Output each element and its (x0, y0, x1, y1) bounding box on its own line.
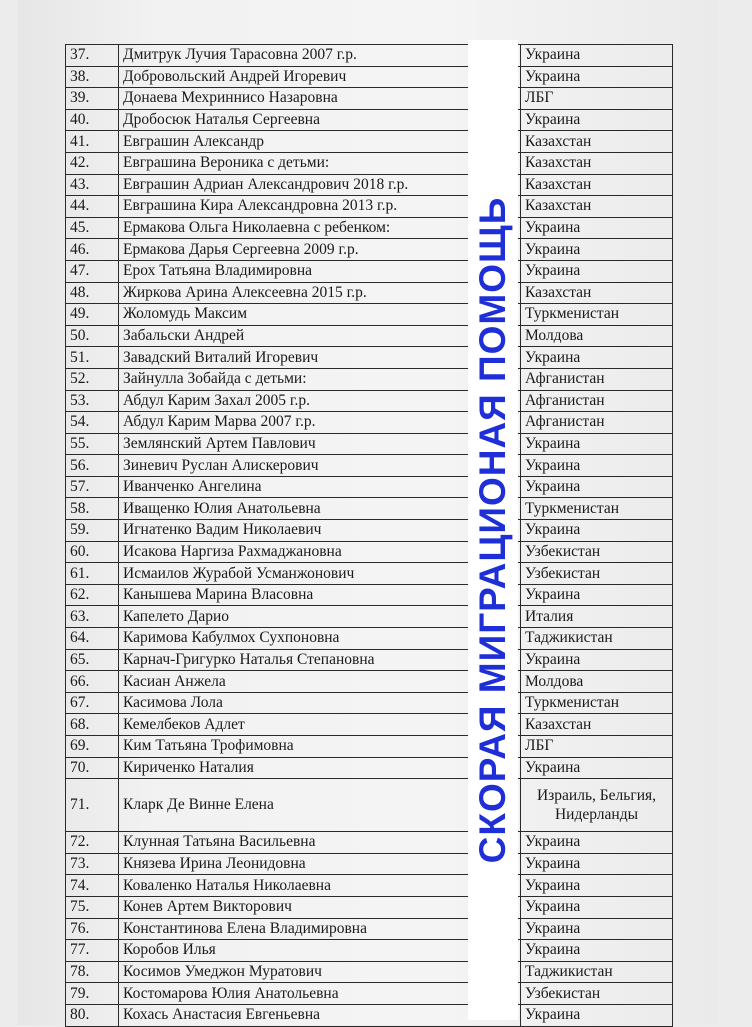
table-row (66, 563, 673, 585)
row-number: 69. (66, 736, 119, 758)
country-cell: Таджикистан (521, 961, 673, 983)
country-cell: Украина (521, 260, 673, 282)
table-row (66, 961, 673, 983)
row-number: 72. (66, 832, 119, 854)
table-row (66, 131, 673, 153)
person-name: Исмаилов Журабой Усманжонович (119, 563, 521, 585)
person-name: Касимова Лола (119, 692, 521, 714)
row-number: 70. (66, 757, 119, 779)
row-number: 77. (66, 940, 119, 962)
country-cell: Туркменистан (521, 692, 673, 714)
country-cell: Италия (521, 606, 673, 628)
country-cell: Молдова (521, 671, 673, 693)
table-row (66, 606, 673, 628)
person-name: Карнач-Григурко Наталья Степановна (119, 649, 521, 671)
row-number: 44. (66, 196, 119, 218)
table-row (66, 196, 673, 218)
table-row (66, 757, 673, 779)
row-number: 42. (66, 152, 119, 174)
row-number: 73. (66, 853, 119, 875)
row-number: 78. (66, 961, 119, 983)
country-cell: Казахстан (521, 196, 673, 218)
watermark-banner (468, 40, 518, 1020)
row-number: 66. (66, 671, 119, 693)
table-row (66, 541, 673, 563)
row-number: 59. (66, 520, 119, 542)
row-number: 49. (66, 304, 119, 326)
country-cell: Молдова (521, 325, 673, 347)
person-name: Капелето Дарио (119, 606, 521, 628)
person-name: Кларк Де Винне Елена (119, 779, 521, 832)
country-cell: Израиль, Бельгия, Нидерланды (521, 779, 673, 832)
country-cell: ЛБГ (521, 88, 673, 110)
row-number: 51. (66, 347, 119, 369)
country-cell: Таджикистан (521, 628, 673, 650)
country-cell: Украина (521, 217, 673, 239)
person-name: Ермакова Дарья Сергеевна 2009 г.р. (119, 239, 521, 261)
watermark-text: СКОРАЯ МИГРАЦИОНАЯ ПОМОЩЬ (472, 196, 513, 864)
table-row (66, 918, 673, 940)
table-row (66, 476, 673, 498)
person-name: Ким Татьяна Трофимовна (119, 736, 521, 758)
row-number: 53. (66, 390, 119, 412)
person-name: Кемелбеков Адлет (119, 714, 521, 736)
person-name: Землянский Артем Павлович (119, 433, 521, 455)
row-number: 43. (66, 174, 119, 196)
person-name: Иващенко Юлия Анатольевна (119, 498, 521, 520)
country-cell: Украина (521, 45, 673, 67)
table-row (66, 875, 673, 897)
country-cell: Украина (521, 832, 673, 854)
person-name: Евграшина Кира Александровна 2013 г.р. (119, 196, 521, 218)
row-number: 60. (66, 541, 119, 563)
table-row (66, 260, 673, 282)
person-name: Коробов Илья (119, 940, 521, 962)
row-number: 57. (66, 476, 119, 498)
person-name: Князева Ирина Леонидовна (119, 853, 521, 875)
table-row (66, 88, 673, 110)
country-cell: ЛБГ (521, 736, 673, 758)
country-cell: Украина (521, 347, 673, 369)
person-name: Абдул Карим Марва 2007 г.р. (119, 412, 521, 434)
table-row (66, 940, 673, 962)
person-name: Добровольский Андрей Игоревич (119, 66, 521, 88)
person-name: Иванченко Ангелина (119, 476, 521, 498)
row-number: 58. (66, 498, 119, 520)
table-row (66, 896, 673, 918)
table-row (66, 109, 673, 131)
row-number: 63. (66, 606, 119, 628)
person-name: Евграшин Адриан Александрович 2018 г.р. (119, 174, 521, 196)
person-name: Клунная Татьяна Васильевна (119, 832, 521, 854)
country-cell: Украина (521, 476, 673, 498)
table-row (66, 498, 673, 520)
row-number: 48. (66, 282, 119, 304)
person-name: Жоломудь Максим (119, 304, 521, 326)
table-row (66, 853, 673, 875)
country-cell: Украина (521, 239, 673, 261)
names-table (65, 44, 673, 1027)
country-cell: Украина (521, 940, 673, 962)
table-row (66, 412, 673, 434)
country-cell: Украина (521, 757, 673, 779)
person-name: Канышева Марина Власовна (119, 584, 521, 606)
country-cell: Узбекистан (521, 563, 673, 585)
person-name: Жиркова Арина Алексеевна 2015 г.р. (119, 282, 521, 304)
row-number: 45. (66, 217, 119, 239)
country-cell: Казахстан (521, 152, 673, 174)
row-number: 54. (66, 412, 119, 434)
person-name: Коваленко Наталья Николаевна (119, 875, 521, 897)
row-number: 37. (66, 45, 119, 67)
row-number: 80. (66, 1004, 119, 1026)
table-row (66, 779, 673, 832)
table-row (66, 433, 673, 455)
row-number: 68. (66, 714, 119, 736)
row-number: 76. (66, 918, 119, 940)
row-number: 61. (66, 563, 119, 585)
country-cell: Казахстан (521, 282, 673, 304)
table-row (66, 520, 673, 542)
person-name: Игнатенко Вадим Николаевич (119, 520, 521, 542)
person-name: Исакова Наргиза Рахмаджановна (119, 541, 521, 563)
person-name: Ерох Татьяна Владимировна (119, 260, 521, 282)
person-name: Евграшина Вероника с детьми: (119, 152, 521, 174)
country-cell: Украина (521, 66, 673, 88)
person-name: Абдул Карим Захал 2005 г.р. (119, 390, 521, 412)
table-row (66, 455, 673, 477)
person-name: Донаева Мехриннисо Назаровна (119, 88, 521, 110)
table-row (66, 671, 673, 693)
country-cell: Украина (521, 896, 673, 918)
row-number: 38. (66, 66, 119, 88)
country-cell: Украина (521, 1004, 673, 1026)
row-number: 75. (66, 896, 119, 918)
country-cell: Казахстан (521, 174, 673, 196)
country-cell: Украина (521, 853, 673, 875)
person-name: Евграшин Александр (119, 131, 521, 153)
table-row (66, 239, 673, 261)
country-cell: Узбекистан (521, 541, 673, 563)
table-row (66, 1004, 673, 1026)
table-row (66, 649, 673, 671)
country-cell: Украина (521, 520, 673, 542)
country-cell: Туркменистан (521, 498, 673, 520)
table-row (66, 174, 673, 196)
table-row (66, 217, 673, 239)
person-name: Дмитрук Лучия Тарасовна 2007 г.р. (119, 45, 521, 67)
table-row (66, 282, 673, 304)
table-row (66, 45, 673, 67)
row-number: 55. (66, 433, 119, 455)
country-cell: Украина (521, 649, 673, 671)
row-number: 74. (66, 875, 119, 897)
country-cell: Украина (521, 433, 673, 455)
table-row (66, 736, 673, 758)
row-number: 40. (66, 109, 119, 131)
row-number: 67. (66, 692, 119, 714)
row-number: 52. (66, 368, 119, 390)
table-row (66, 66, 673, 88)
table-row (66, 832, 673, 854)
country-cell: Казахстан (521, 131, 673, 153)
country-cell: Узбекистан (521, 983, 673, 1005)
row-number: 41. (66, 131, 119, 153)
table-row (66, 347, 673, 369)
row-number: 39. (66, 88, 119, 110)
table-row (66, 152, 673, 174)
row-number: 62. (66, 584, 119, 606)
person-name: Косимов Умеджон Муратович (119, 961, 521, 983)
table-body (66, 45, 673, 1027)
table-row (66, 983, 673, 1005)
person-name: Каримова Кабулмох Сухпоновна (119, 628, 521, 650)
row-number: 50. (66, 325, 119, 347)
row-number: 79. (66, 983, 119, 1005)
country-cell: Украина (521, 109, 673, 131)
row-number: 71. (66, 779, 119, 832)
person-name: Забальски Андрей (119, 325, 521, 347)
country-cell: Украина (521, 918, 673, 940)
person-name: Дробосюк Наталья Сергеевна (119, 109, 521, 131)
table-row (66, 714, 673, 736)
row-number: 47. (66, 260, 119, 282)
table-row (66, 628, 673, 650)
row-number: 64. (66, 628, 119, 650)
person-name: Константинова Елена Владимировна (119, 918, 521, 940)
person-name: Ермакова Ольга Николаевна с ребенком: (119, 217, 521, 239)
table-row (66, 304, 673, 326)
country-cell: Туркменистан (521, 304, 673, 326)
person-name: Зиневич Руслан Алискерович (119, 455, 521, 477)
person-name: Касиан Анжела (119, 671, 521, 693)
table-row (66, 368, 673, 390)
country-cell: Украина (521, 584, 673, 606)
country-cell: Афганистан (521, 412, 673, 434)
person-name: Зайнулла Зобайда с детьми: (119, 368, 521, 390)
row-number: 46. (66, 239, 119, 261)
person-name: Кохась Анастасия Евгеньевна (119, 1004, 521, 1026)
table-row (66, 692, 673, 714)
person-name: Завадский Виталий Игоревич (119, 347, 521, 369)
country-cell: Афганистан (521, 368, 673, 390)
person-name: Костомарова Юлия Анатольевна (119, 983, 521, 1005)
person-name: Конев Артем Викторович (119, 896, 521, 918)
country-cell: Казахстан (521, 714, 673, 736)
row-number: 65. (66, 649, 119, 671)
country-cell: Украина (521, 455, 673, 477)
country-cell: Афганистан (521, 390, 673, 412)
country-cell: Украина (521, 875, 673, 897)
row-number: 56. (66, 455, 119, 477)
table-row (66, 325, 673, 347)
table-row (66, 584, 673, 606)
person-name: Кириченко Наталия (119, 757, 521, 779)
table-row (66, 390, 673, 412)
